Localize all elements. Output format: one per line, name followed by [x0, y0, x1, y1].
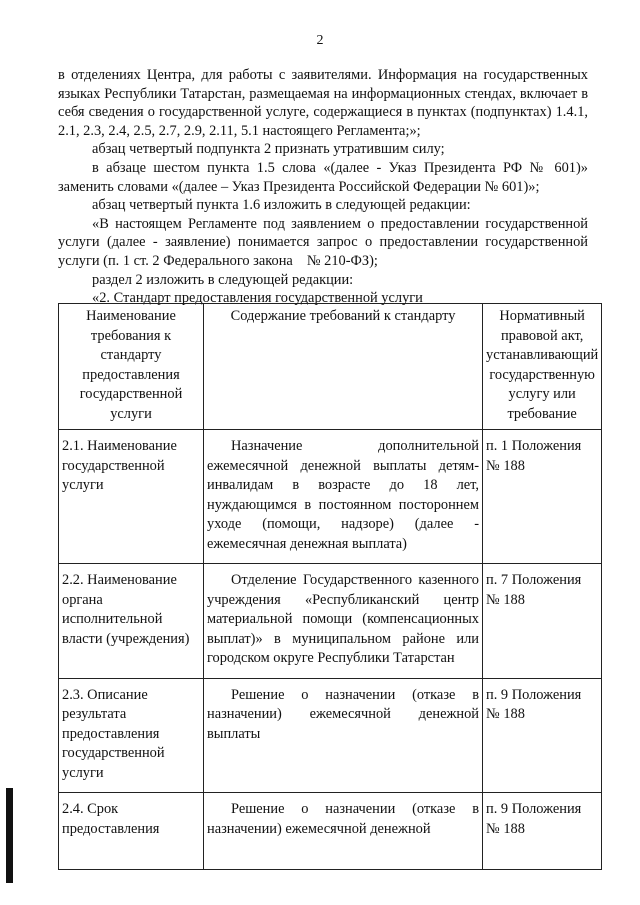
body-text — [58, 66, 588, 308]
requirement-name: 2.3. Описание результата предоставления государственной услуги — [59, 678, 204, 793]
table-row — [59, 430, 602, 564]
scan-margin-mark — [6, 788, 13, 883]
requirement-content-text: Решение о назначении (отказе в назначении) ежемесячной денежной выплаты — [207, 686, 479, 742]
table-row — [59, 793, 602, 870]
requirement-content — [204, 564, 483, 679]
column-header-requirement: Наименование требования к стандарту предоставления государственной услуги — [59, 304, 204, 430]
legal-act: п. 7 Положения № 188 — [483, 564, 602, 679]
requirement-content-text: Решение о назначении (отказе в назначении) ежемесячной денежной — [207, 801, 479, 837]
section-heading: «2. Стандарт предоставления государственной услуги — [92, 290, 423, 307]
paragraph: раздел 2 изложить в следующей редакции: — [92, 271, 354, 288]
standard-table — [58, 303, 602, 870]
paragraph-quote — [58, 215, 588, 271]
paragraph: абзац четвертый пункта 1.6 изложить в следующей редакции: — [92, 197, 471, 214]
requirement-content — [204, 430, 483, 564]
table-row — [59, 564, 602, 679]
law-number: № 210-ФЗ); — [306, 252, 378, 269]
requirement-content — [204, 678, 483, 793]
requirement-name: 2.2. Наименование органа исполнительной власти (учреждения) — [59, 564, 204, 679]
paragraph-quote-text: «В настоящем Регламенте под заявлением о предоставлении государственной услуги (далее - заявление) понимается запрос о предоставлении государственной услуги (п. 1 ст. 2 Федерального закона — [58, 215, 588, 269]
requirement-content-text: Отделение Государственного казенного учреждения «Республиканский центр материальной помощи (компенсационных выплат)» в муниципальном районе или городском округе Республики Татарстан — [207, 572, 479, 666]
legal-act: п. 1 Положения № 188 — [483, 430, 602, 564]
table-row — [59, 678, 602, 793]
requirement-content — [204, 793, 483, 870]
legal-act: п. 9 Положения № 188 — [483, 793, 602, 870]
paragraph: абзац четвертый подпункта 2 признать утратившим силу; — [92, 141, 445, 158]
paragraph-continuation: в отделениях Центра, для работы с заявителями. Информация на государственных языках Республики Татарстан, размещаемая на информационных стендах, включает в себя сведения о государственной услуге, содержащиеся в пунктах (подпунктах) 1.4.1, 2.1, 2.3, 2.4, 2.5, 2.7, 2.9, 2.11, 5.1 настоящего Регламента;»; — [58, 67, 588, 139]
requirement-name: 2.1. Наименование государственной услуги — [59, 430, 204, 564]
table-header-row — [59, 304, 602, 430]
requirement-content-text: Назначение дополнительной ежемесячной денежной выплаты детям-инвалидам в возрасте до 18 лет, нуждающимся в постоянном постороннем уходе (помощи, надзоре) (далее - ежемесячная денежная выплата) — [207, 438, 479, 552]
legal-act: п. 9 Положения № 188 — [483, 678, 602, 793]
page-number: 2 — [316, 33, 324, 48]
column-header-legal-act: Нормативный правовой акт, устанавливающий государственную услугу или требование — [483, 304, 602, 430]
column-header-content: Содержание требований к стандарту — [204, 304, 483, 430]
requirement-name: 2.4. Срок предоставления — [59, 793, 204, 870]
paragraph: в абзаце шестом пункта 1.5 слова «(далее - Указ Президента РФ № 601)» заменить словами «(далее – Указ Президента Российской Федерации № 601)»; — [58, 159, 588, 195]
